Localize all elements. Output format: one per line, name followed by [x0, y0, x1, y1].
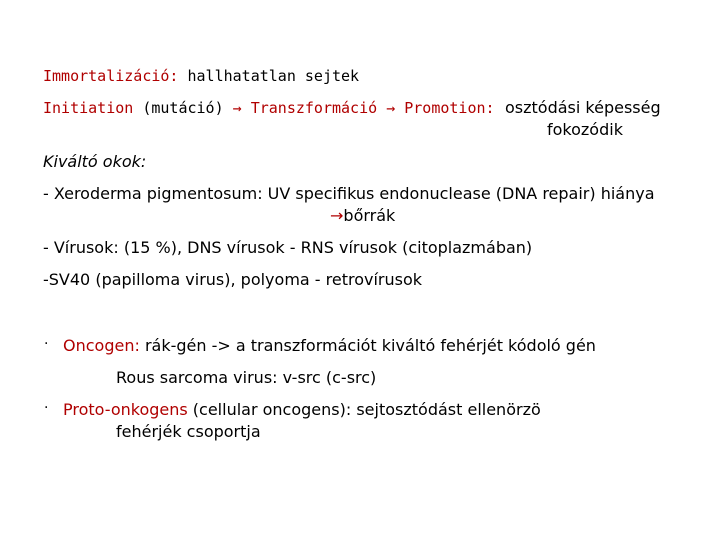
rous-sarcoma-line: Rous sarcoma virus: v-src (c-src) [116, 368, 377, 387]
arrow-right-icon: → [386, 99, 396, 117]
arrow-right-icon: → [232, 99, 242, 117]
causes-heading: Kiváltó okok: [43, 152, 147, 171]
initiation-term: Initiation [43, 99, 134, 117]
proto-onkogens-text: (cellular oncogens): sejtosztódást ellenörzö [192, 400, 541, 419]
transformation-term: Transzformáció [250, 99, 378, 117]
bullet-dot-icon: · [44, 336, 49, 352]
oncogen-text: rák-gén -> a transzformációt kiváltó fehérjét kódoló gén [144, 336, 596, 355]
skin-cancer-text: bőrrák [343, 206, 396, 225]
oncogen-term: Oncogen: [63, 336, 140, 355]
bullet-dot-icon: · [44, 400, 49, 416]
proto-onkogens-term: Proto-onkogens [63, 400, 188, 419]
proto-onkogens-line [63, 400, 541, 420]
promotion-term: Promotion: [404, 99, 495, 117]
immortalization-term: Immortalizáció: [43, 67, 179, 85]
initiation-line [43, 98, 495, 118]
viruses-line: - Vírusok: (15 %), DNS vírusok - RNS vírusok (citoplazmában) [43, 238, 533, 257]
immortalization-text: hallhatatlan sejtek [187, 67, 360, 85]
promotion-desc-cont: fokozódik [547, 120, 623, 139]
immortalization-line [43, 66, 359, 86]
promotion-desc: osztódási képesség [505, 98, 661, 117]
xeroderma-cont [330, 206, 395, 226]
mutation-text: (mutáció) [142, 99, 224, 117]
proto-onkogens-cont: fehérjék csoportja [116, 422, 261, 441]
xeroderma-line: - Xeroderma pigmentosum: UV specifikus endonuclease (DNA repair) hiánya [43, 184, 655, 203]
arrow-right-icon: → [330, 206, 344, 225]
oncogen-line [63, 336, 596, 356]
sv40-line: -SV40 (papilloma virus), polyoma - retrovírusok [43, 270, 423, 289]
